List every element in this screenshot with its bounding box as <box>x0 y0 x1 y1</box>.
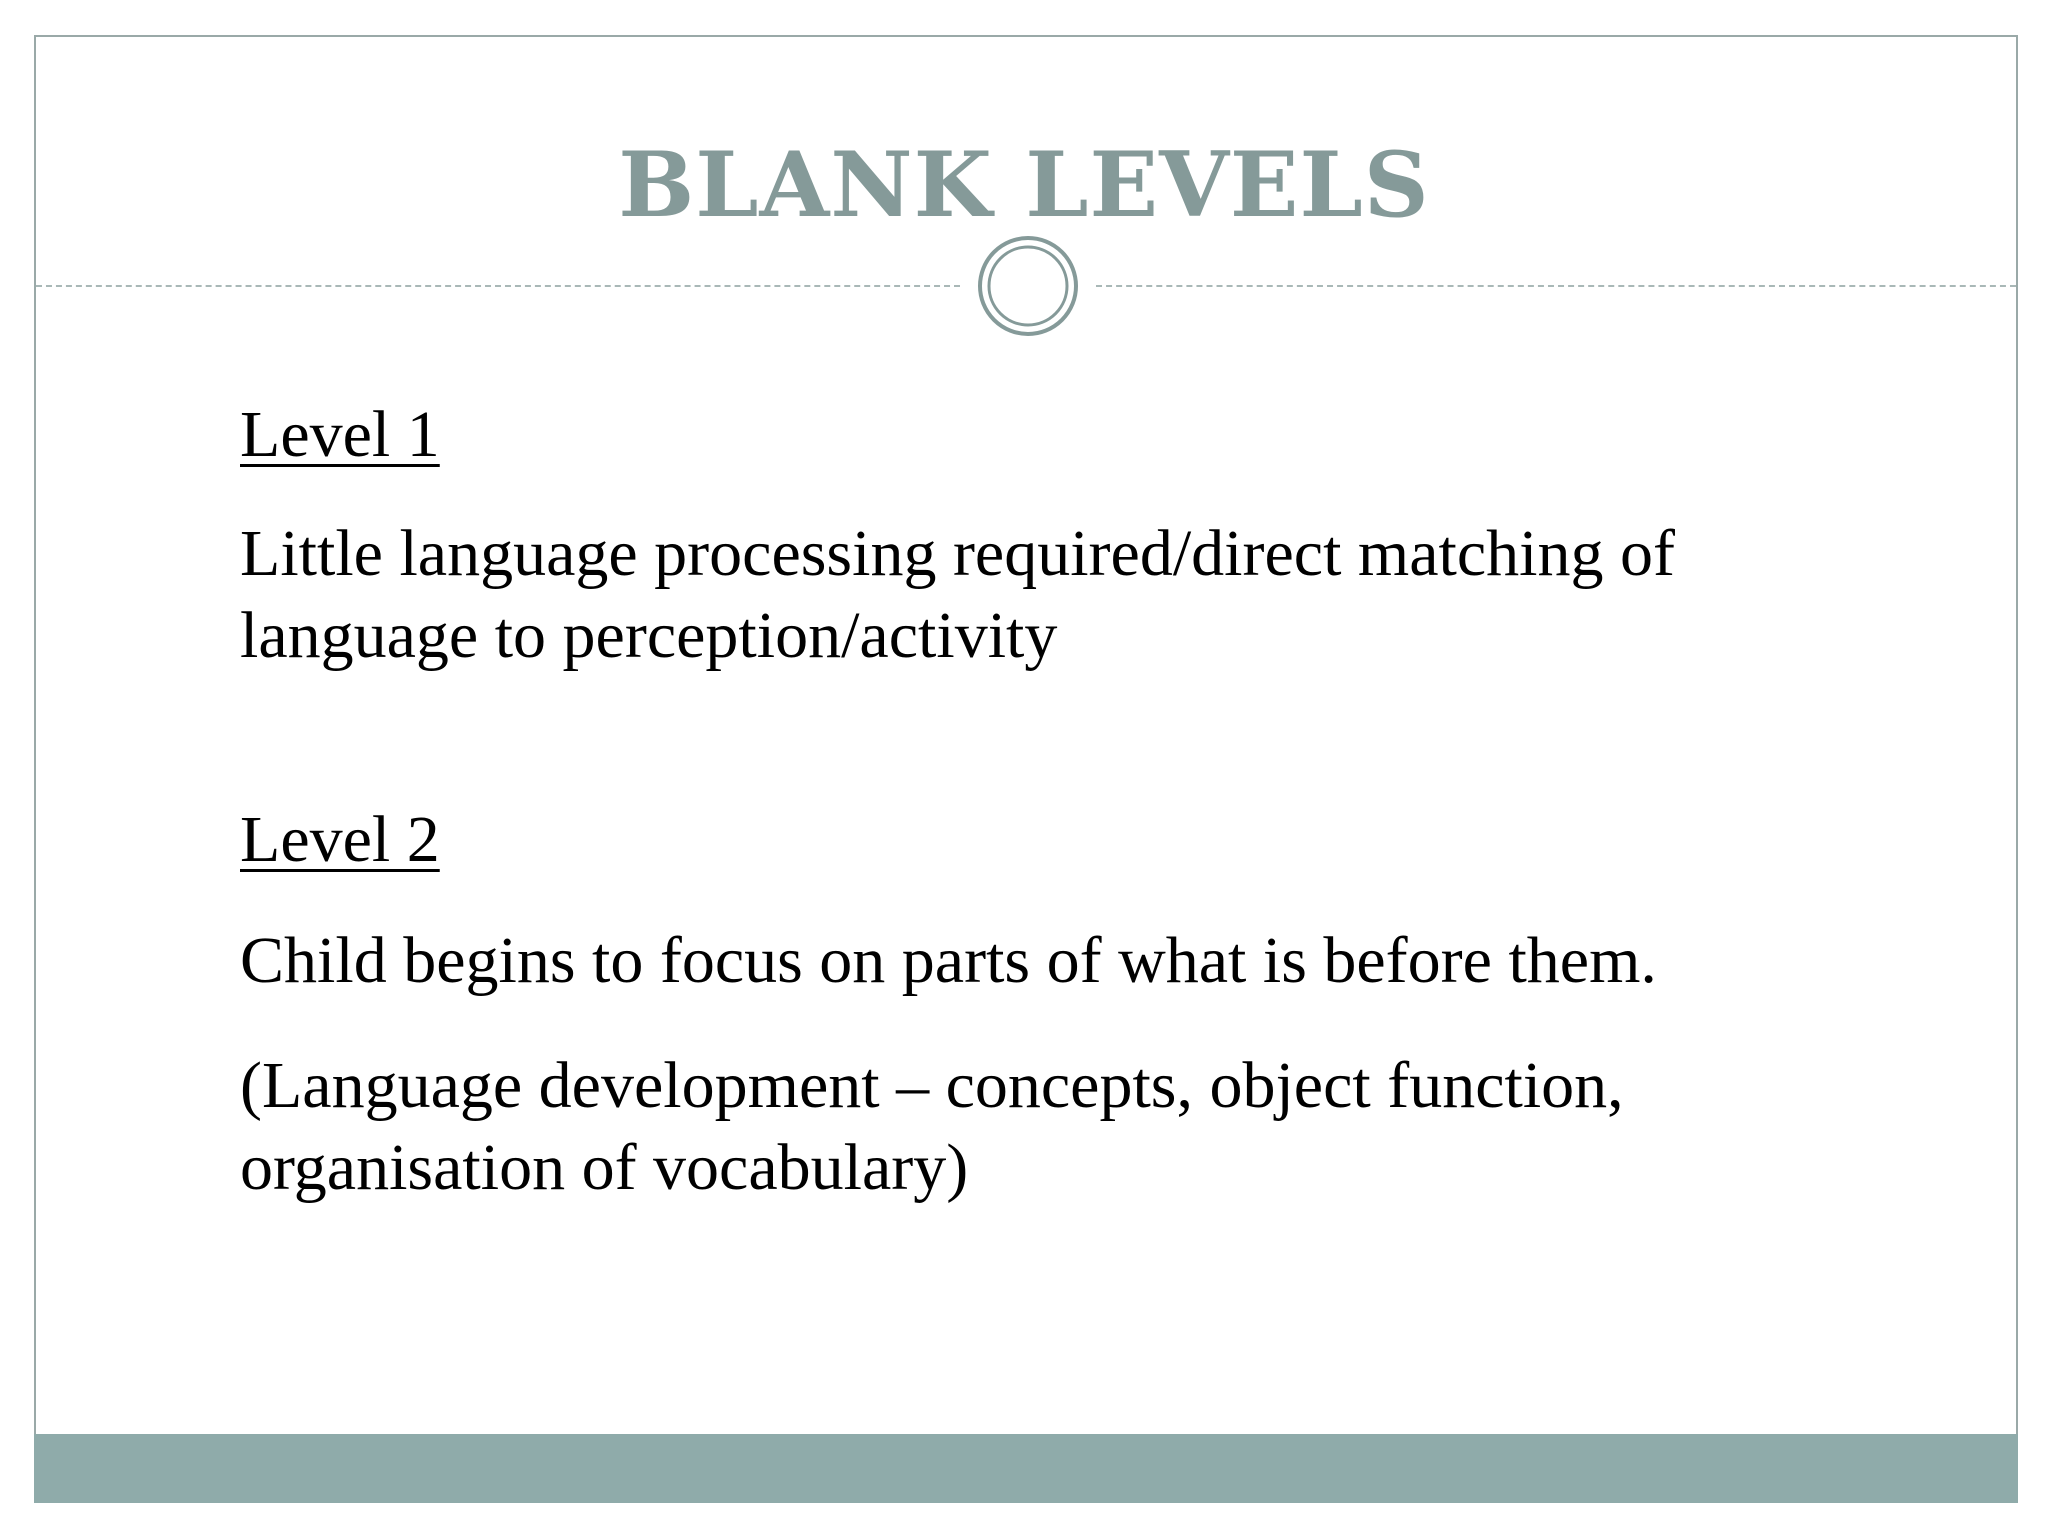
level-2-heading: Level 2 <box>240 803 440 876</box>
divider-right <box>1096 285 2016 287</box>
level-2-text: Child begins to focus on parts of what is before them. <box>240 924 1657 997</box>
divider-left <box>36 285 960 287</box>
level-1-heading: Level 1 <box>240 398 440 471</box>
slide-title: BLANK LEVELS <box>618 132 1430 238</box>
double-ring-icon <box>975 233 1081 339</box>
footer-bar <box>34 1434 2018 1503</box>
level-2-note: (Language development – concepts, object function, organisation of vocabulary) <box>240 1049 1624 1204</box>
level-1-text: Little language processing required/direct matching of language to perception/activity <box>240 517 1675 672</box>
